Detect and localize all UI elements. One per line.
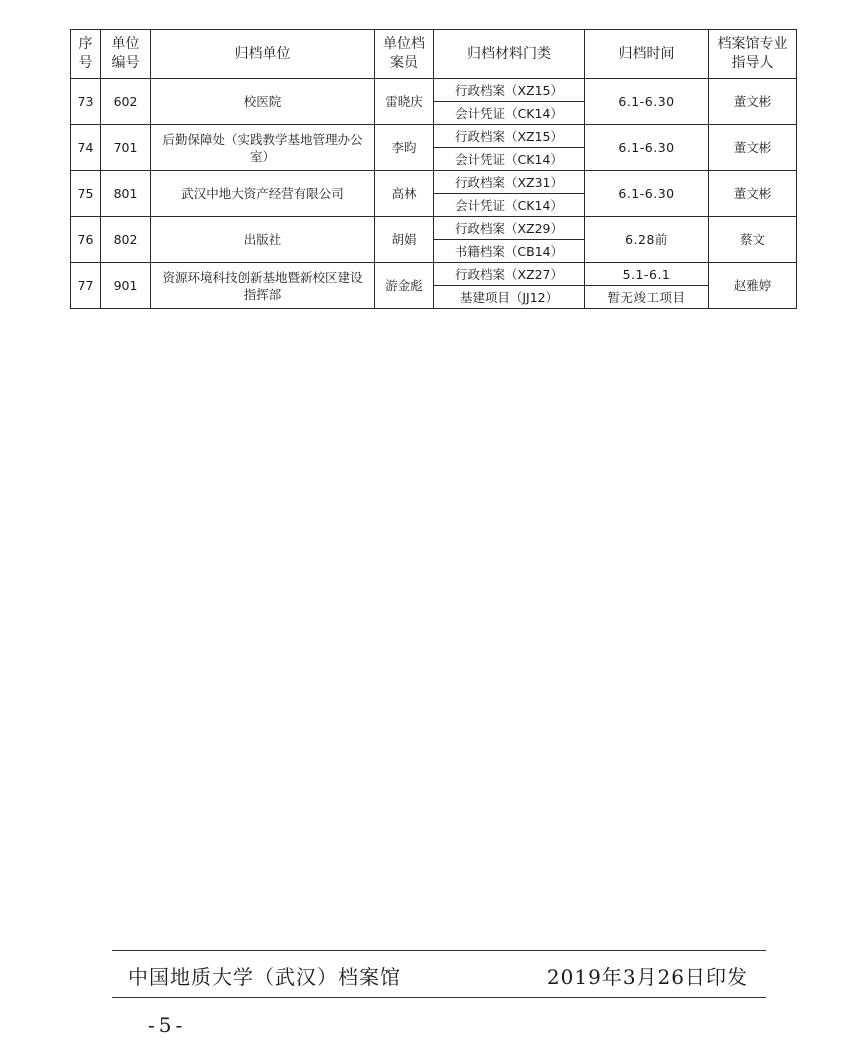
time-cell: 5.1-6.1 <box>585 263 709 286</box>
time-cell: 6.1-6.30 <box>585 79 709 125</box>
table-row <box>71 125 797 148</box>
category-cell: 会计凭证（CK14） <box>434 194 585 217</box>
archivist-cell: 胡娟 <box>375 217 434 263</box>
header-time: 归档时间 <box>585 30 709 79</box>
table-row <box>71 79 797 102</box>
header-unit-code: 单位编号 <box>101 30 151 79</box>
guide-cell: 赵雅婷 <box>709 263 797 309</box>
archivist-cell: 李昀 <box>375 125 434 171</box>
category-cell: 基建项目（JJ12） <box>434 286 585 309</box>
footer-top-rule <box>112 950 766 951</box>
category-cell: 行政档案（XZ15） <box>434 125 585 148</box>
unit-code-cell: 801 <box>101 171 151 217</box>
archive-schedule-table <box>70 29 797 309</box>
unit-code-cell: 901 <box>101 263 151 309</box>
archivist-cell: 游金彪 <box>375 263 434 309</box>
unit-name-cell: 资源环境科技创新基地暨新校区建设指挥部 <box>151 263 375 309</box>
guide-cell: 蔡文 <box>709 217 797 263</box>
guide-cell: 董文彬 <box>709 171 797 217</box>
page-number: -5- <box>148 1013 187 1037</box>
unit-code-cell: 802 <box>101 217 151 263</box>
seq-cell: 75 <box>71 171 101 217</box>
table-row <box>71 171 797 194</box>
table-row <box>71 217 797 240</box>
time-cell: 暂无竣工项目 <box>585 286 709 309</box>
category-cell: 行政档案（XZ29） <box>434 217 585 240</box>
category-cell: 会计凭证（CK14） <box>434 148 585 171</box>
unit-name-cell: 武汉中地大资产经营有限公司 <box>151 171 375 217</box>
category-cell: 书籍档案（CB14） <box>434 240 585 263</box>
table-header-row <box>71 30 797 79</box>
header-unit-name: 归档单位 <box>151 30 375 79</box>
guide-cell: 董文彬 <box>709 125 797 171</box>
header-guide: 档案馆专业指导人 <box>709 30 797 79</box>
guide-cell: 董文彬 <box>709 79 797 125</box>
archivist-cell: 雷晓庆 <box>375 79 434 125</box>
time-cell: 6.1-6.30 <box>585 171 709 217</box>
unit-code-cell: 602 <box>101 79 151 125</box>
unit-name-cell: 出版社 <box>151 217 375 263</box>
seq-cell: 73 <box>71 79 101 125</box>
category-cell: 会计凭证（CK14） <box>434 102 585 125</box>
seq-cell: 74 <box>71 125 101 171</box>
seq-cell: 77 <box>71 263 101 309</box>
seq-cell: 76 <box>71 217 101 263</box>
header-archivist: 单位档案员 <box>375 30 434 79</box>
unit-name-cell: 校医院 <box>151 79 375 125</box>
unit-name-cell: 后勤保障处（实践教学基地管理办公室） <box>151 125 375 171</box>
time-cell: 6.1-6.30 <box>585 125 709 171</box>
category-cell: 行政档案（XZ27） <box>434 263 585 286</box>
footer-issuer: 中国地质大学（武汉）档案馆 <box>128 965 401 989</box>
table-row <box>71 263 797 286</box>
header-category: 归档材料门类 <box>434 30 585 79</box>
archivist-cell: 高林 <box>375 171 434 217</box>
category-cell: 行政档案（XZ31） <box>434 171 585 194</box>
footer-issue-date: 2019年3月26日印发 <box>546 965 748 989</box>
unit-code-cell: 701 <box>101 125 151 171</box>
header-seq: 序号 <box>71 30 101 79</box>
category-cell: 行政档案（XZ15） <box>434 79 585 102</box>
footer-bottom-rule <box>112 997 766 998</box>
time-cell: 6.28前 <box>585 217 709 263</box>
